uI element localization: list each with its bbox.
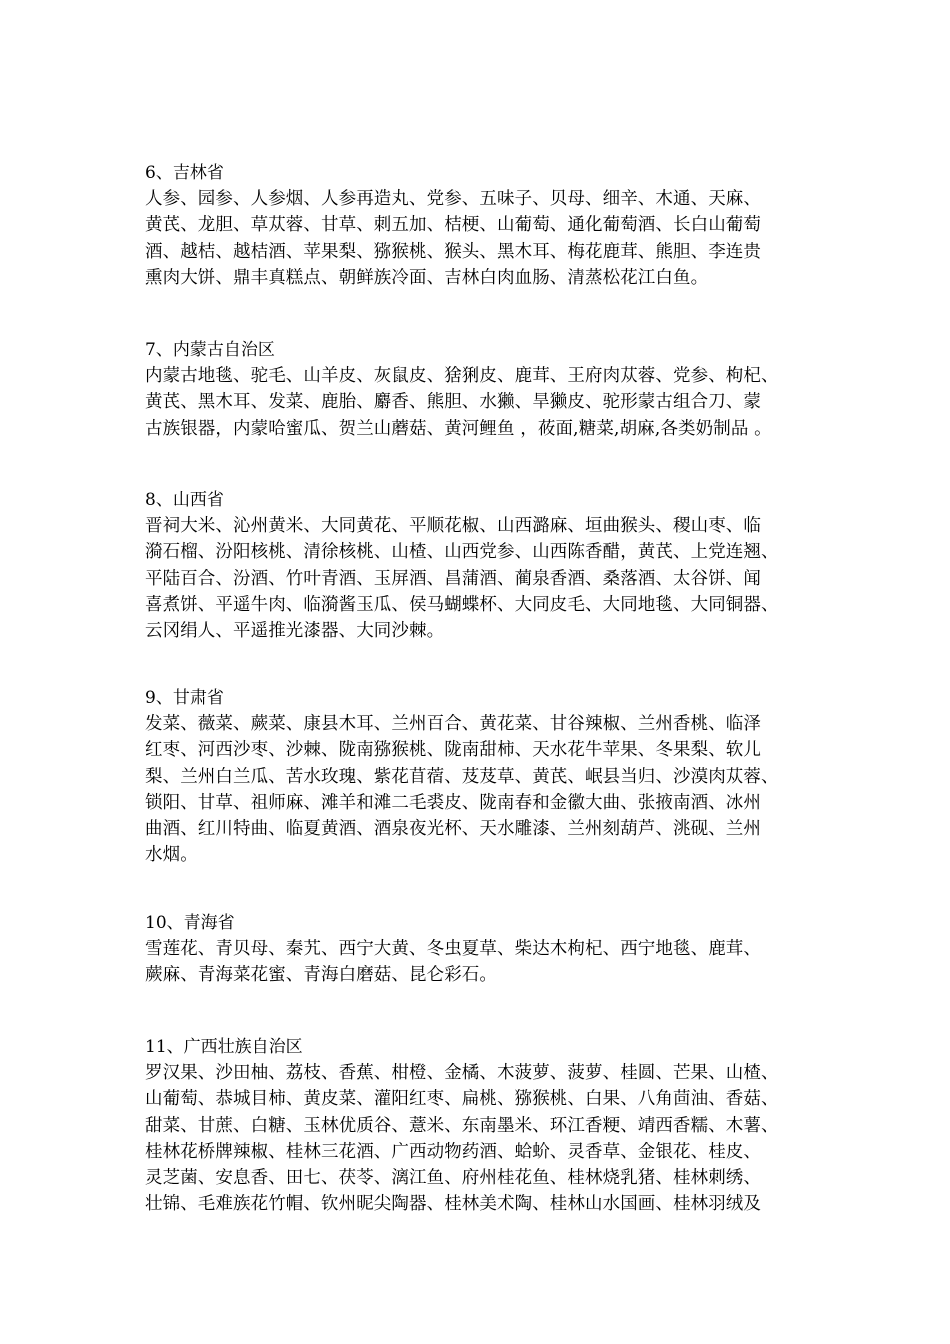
section-guangxi [145,1034,815,1218]
text-line: 梨、兰州白兰瓜、苦水玫瑰、紫花苜蓿、芨芨草、黄芪、岷县当归、沙漠肉苁蓉、 [145,766,779,787]
text-line: 蕨麻、青海菜花蜜、青海白磨菇、昆仑彩石。 [145,965,497,986]
text-line: 黄芪、龙胆、草苁蓉、甘草、刺五加、桔梗、山葡萄、通化葡萄酒、长白山葡萄 [145,215,761,236]
section-shanxi [145,487,815,644]
text-line: 漪石榴、汾阳核桃、清徐核桃、山楂、山西党参、山西陈香醋，黄芪、上党连翘、 [145,542,779,563]
text-line: 发菜、薇菜、蕨菜、康县木耳、兰州百合、黄花菜、甘谷辣椒、兰州香桃、临泽 [145,714,761,734]
text-line: 桂林花桥牌辣椒、桂林三花酒、广西动物药酒、蛤蚧、灵香草、金银花、桂皮、 [145,1141,761,1162]
section-title: 9、甘肃省 [145,688,224,708]
text-line: 锁阳、甘草、祖师麻、滩羊和滩二毛裘皮、陇南春和金徽大曲、张掖南酒、冰州 [145,792,761,813]
text-line: 熏肉大饼、鼎丰真糕点、朝鲜族冷面、吉林白肉血肠、清蒸松花江白鱼。 [145,267,709,288]
text-line: 晋祠大米、沁州黄米、大同黄花、平顺花椒、山西潞麻、垣曲猴头、稷山枣、临 [145,516,761,536]
section-inner-mongolia [145,337,815,442]
text-line: 壮锦、毛难族花竹帽、钦州昵尖陶器、桂林美术陶、桂林山水国画、桂林羽绒及 [145,1194,761,1215]
text-line: 人参、园参、人参烟、人参再造丸、党参、五味子、贝母、细辛、木通、天麻、 [145,189,761,209]
text-line: 云冈绢人、平遥推光漆器、大同沙棘。 [145,621,445,642]
text-line: 黄芪、黑木耳、发菜、鹿胎、麝香、熊胆、水獭、旱獭皮、驼形蒙古组合刀、蒙 [145,392,761,413]
text-line: 平陆百合、汾酒、竹叶青酒、玉屏酒、昌蒲酒、蔺泉香酒、桑落酒、太谷饼、闻 [145,568,761,589]
text-line: 喜煮饼、平遥牛肉、临漪酱玉瓜、侯马蝴蝶杯、大同皮毛、大同地毯、大同铜器、 [145,594,779,615]
text-line: 酒、越桔、越桔酒、苹果梨、猕猴桃、猴头、黑木耳、梅花鹿茸、熊胆、李连贵 [145,241,761,262]
section-title: 10、青海省 [145,913,235,933]
text-line: 灵芝菌、安息香、田七、茯苓、漓江鱼、府州桂花鱼、桂林烧乳猪、桂林刺绣、 [145,1168,761,1189]
section-title: 6、吉林省 [145,163,224,183]
section-gansu [145,685,815,869]
text-line: 山葡萄、恭城目柿、黄皮菜、灌阳红枣、扁桃、猕猴桃、白果、八角茴油、香菇、 [145,1089,779,1110]
text-line: 罗汉果、沙田柚、荔枝、香蕉、柑橙、金橘、木菠萝、菠萝、桂圆、芒果、山楂、 [145,1063,779,1083]
text-line: 曲酒、红川特曲、临夏黄酒、酒泉夜光杯、天水雕漆、兰州刻葫芦、洮砚、兰州 [145,819,761,840]
text-line: 雪莲花、青贝母、秦艽、西宁大黄、冬虫夏草、柴达木枸杞、西宁地毯、鹿茸、 [145,939,761,959]
text-line: 古族银器，内蒙哈蜜瓜、贺兰山蘑菇、黄河鲤鱼 ，莜面,糖菜,胡麻,各类奶制品 。 [145,418,772,439]
section-title: 7、内蒙古自治区 [145,340,275,360]
text-line: 甜菜、甘蔗、白糖、玉林优质谷、薏米、东南墨米、环江香粳、靖西香糯、木薯、 [145,1115,779,1136]
text-line: 内蒙古地毯、驼毛、山羊皮、灰鼠皮、猞猁皮、鹿茸、王府肉苁蓉、党参、枸杞、 [145,366,779,386]
section-jilin [145,160,815,291]
section-qinghai [145,910,815,989]
section-title: 8、山西省 [145,490,224,510]
section-title: 11、广西壮族自治区 [145,1037,303,1057]
text-line: 红枣、河西沙枣、沙棘、陇南猕猴桃、陇南甜柿、天水花牛苹果、冬果梨、软儿 [145,740,761,761]
text-line: 水烟。 [145,845,198,866]
